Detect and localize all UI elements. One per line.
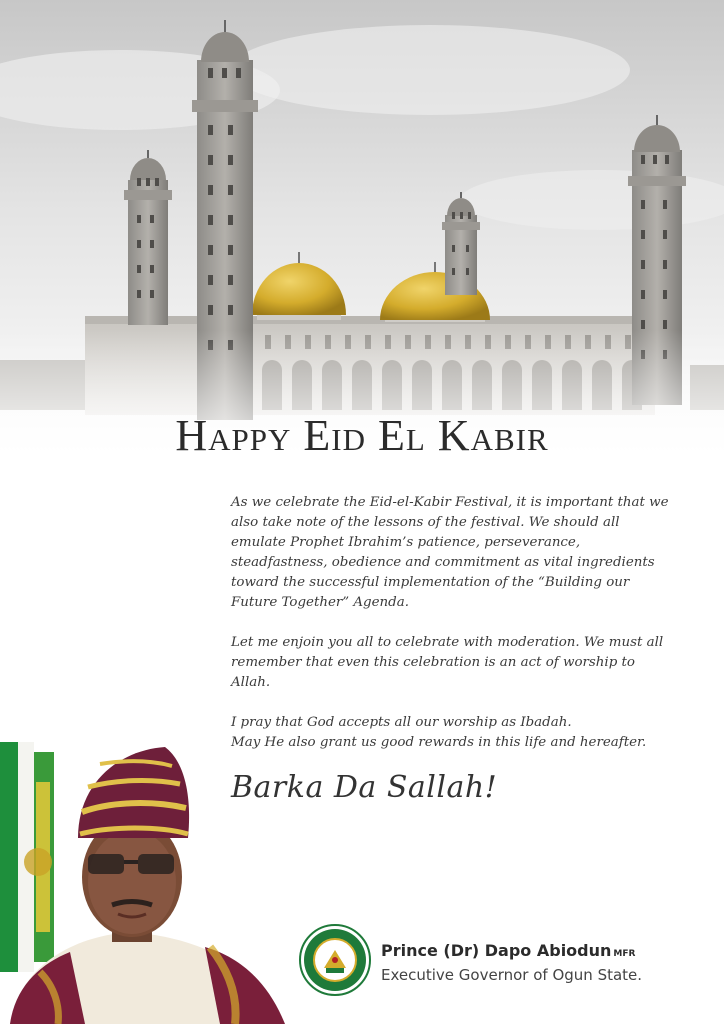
signatory-title: Executive Governor of Ogun State.	[381, 966, 643, 984]
message-line: I pray that God accepts all our worship as Ibadah.	[231, 715, 572, 730]
signatory-name	[381, 941, 635, 960]
ogun-state-seal-icon	[299, 924, 371, 996]
page-title: Happy Eid El Kabir	[175, 411, 549, 460]
message-line: May He also grant us good rewards in this life and hereafter.	[231, 735, 647, 750]
message-paragraph: Let me enjoin you all to celebrate with moderation. We must all remember that even this celebration is an act of worship to Allah.	[231, 635, 664, 690]
signatory-name-text: Prince (Dr) Dapo Abiodun	[381, 941, 612, 960]
message-body	[231, 493, 671, 753]
signatory-suffix: MFR	[613, 949, 636, 959]
message-paragraph: As we celebrate the Eid-el-Kabir Festival, it is important that we also take note of the lessons of the festival. We should all emulate Prophet Ibrahim’s patience, perseverance, steadfastness, obedience and commitment as vital ingredients toward the successful implementation of the “Building our Future Together” Agenda.	[231, 495, 669, 610]
governor-portrait	[0, 742, 300, 1024]
closing-greeting: Barka Da Sallah!	[231, 770, 498, 805]
mosque-illustration	[0, 0, 724, 470]
